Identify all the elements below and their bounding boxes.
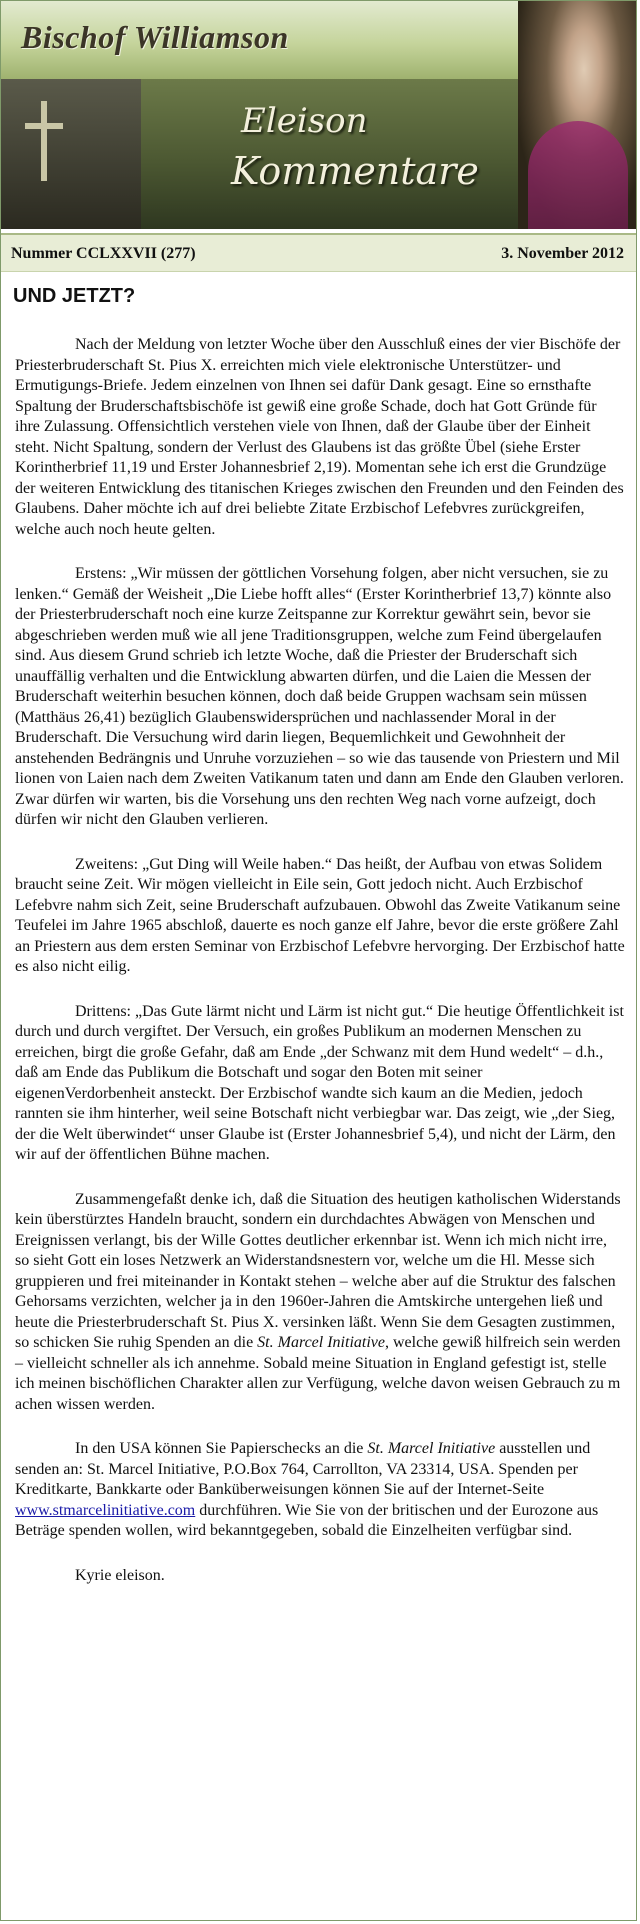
issue-date: 3. November 2012 [501, 245, 624, 262]
bishop-robe [528, 121, 628, 229]
paragraph-2: Erstens: „Wir müssen der göttlichen Vorsehung folgen, aber nicht versuchen, sie zu lenken.“ Gemäß der Weisheit „Die Liebe hofft alles“ (Erster Korintherbrief 13,7) könnte also der Priesterbruderschaft noch eine kurze Zeitspanne zur Korrektur gewährt sein, bevor sie abgeschrieben werden muß wie all jene Traditionsgruppen, welche zum Feind übergelaufen sind. Aus diesem Grund schrieb ich letzte Woche, daß die Priester der Bruderschaft sich unauffällig verhalten und die Entwicklung abwarten dürfen, und die Laien die Messen der Bruderschaft weiterhin besuchen können, doch daß beide Gruppen wachsam sein müssen (Matthäus 26,41) bezüglich Glaubenswidersprüchen und nachlassender Moral in der Bruderschaft. Die Versuchung wird darin liegen, Bequemlichkeit und Gewohnheit der anstehenden Bedrängnis und Unruhe vorzuziehen – so wie das tausende von Priestern und Mil lionen von Laien nach dem Zweiten Vatikanum taten und dann am Ende den Glauben verloren. Zwar dürfen wir warten, bis die Vorsehung uns den rechten Weg nach vorne aufzeigt, doch dürfen wir nicht den Glauben verlieren. [15, 565, 624, 828]
bishop-portrait-image [518, 1, 637, 229]
crucifix-icon [41, 101, 47, 181]
issue-number: Nummer CCLXXVII (277) [11, 245, 196, 262]
banner-title-line2: Kommentare [231, 149, 479, 193]
site-logo[interactable]: Bischof Williamson [21, 19, 289, 55]
article-heading: UND JETZT? [13, 285, 136, 307]
paragraph-5 [15, 1190, 625, 1416]
closing-line: Kyrie eleison. [75, 1566, 165, 1584]
crucifix-bar-icon [25, 123, 63, 129]
paragraph-6 [15, 1439, 625, 1542]
church-interior-image [1, 79, 141, 229]
paragraph-6-text-b: ausstellen und senden an: St. Marcel Initiative, P.O.Box 764, Carrollton, VA 23314, USA. Spenden per Kreditkarte, Bankkarte oder Banküberweisungen können Sie auf der Internet-Seite [15, 1440, 591, 1498]
paragraph-1: Nach der Meldung von letzter Woche über den Ausschluß eines der vier Bischöfe der Priesterbruderschaft St. Pius X. erreichten mich viele elektronische Unterstützer- und Ermutigungs-Briefe. Jedem einzelnen von Ihnen sei dafür Dank gesagt. Eine so ernsthafte Spaltung der Bruderschaftsbischöfe ist gewiß eine große Schade, doch hat Gott Gründe für ihre Zulassung. Offensichtlich verstehen viele von Ihnen, daß der Glaube über der Einheit steht. Nicht Spaltung, sondern der Verlust des Glaubens ist das größte Übel (siehe Erster Korintherbrief 11,19 und Erster Johannesbrief 2,19). Momentan sehe ich erst die Grundzüge der weiteren Entwicklung des titanischen Krieges zwischen den Freunden und den Feinden des Glaubens. Daher möchte ich auf drei beliebte Zitate Erzbischof Lefebvres zurückgreifen, welche auch noch heute gelten. [15, 336, 624, 538]
paragraph-4: Drittens: „Das Gute lärmt nicht und Lärm ist nicht gut.“ Die heutige Öffentlichkeit ist durch und durch vergiftet. Der Versuch, ein großes Publikum an modernen Menschen zu erreichen, birgt die große Gefahr, daß am Ende „der Schwanz mit dem Hund wedelt“ – d.h., daß am Ende das Publikum die Botschaft und sogar den Boten mit seiner eigenenVerdorbenheit ansteckt. Der Erzbischof wandte sich kaum an die Medien, jedoch rannten sie ihm hinterher, weil seine Botschaft nicht verbiegbar war. Das zeigt, wie „der Sieg, der die Welt überwindet“ unser Glaube ist (Erster Johannesbrief 5,4), und nicht der Lärm, den wir auf der öffentlichen Bühne machen. [15, 1002, 624, 1163]
banner-title-line1: Eleison [241, 101, 368, 141]
paragraph-5-text-b: , welche gewiß hilfreich sein werden – vielleicht schneller als ich annehme. Sobald meine Situation in England gefestigt ist, stelle ich meinen bischöflichen Charakter allen zur Verfügung, welche davon weisen Gebrauch zu m achen wissen werden. [15, 1334, 621, 1413]
paragraph-6-text-a: In den USA können Sie Papierschecks an die [75, 1440, 368, 1457]
issue-info-bar [1, 233, 637, 272]
paragraph-6-text-c: durchführen. Wie Sie von der britischen und der Eurozone aus Beträge spenden wollen, wird bekanntgegeben, sobald die Einzelheiten verfügbar sind. [15, 1501, 599, 1539]
paragraph-6-initiative: St. Marcel Initiative [367, 1440, 496, 1457]
paragraph-5-text-a: Zusammengefaßt denke ich, daß die Situation des heutigen katholischen Widerstands kein überstürztes Handeln braucht, sondern ein durchdachtes Abwägen von Menschen und Ereignissen verlangt, bis der Wille Gottes deutlicher erkennbar ist. Wenn ich mich nicht irre, so sieht Gott ein loses Netzwerk an Widerstandsnestern vor, welche um die Hl. Messe sich gruppieren und frei miteinander in Kontakt stehen – welche aber auf die Struktur des falschen Gehorsams verzichten, welcher ja in den 1960er-Jahren die Amtskirche untergehen ließ und heute die Priesterbruderschaft St. Pius X. versinken läßt. Wenn Sie dem Gesagten zustimmen, so schicken Sie ruhig Spenden an die [15, 1190, 621, 1351]
donation-website-link[interactable]: www.stmarcelinitiative.com [15, 1501, 196, 1519]
header-banner [1, 1, 637, 229]
article-body [15, 335, 625, 1610]
paragraph-5-initiative: St. Marcel Initiative [257, 1334, 385, 1351]
paragraph-3: Zweitens: „Gut Ding will Weile haben.“ Das heißt, der Aufbau von etwas Solidem braucht seine Zeit. Wir mögen vielleicht in Eile sein, Gott jedoch nicht. Auch Erzbischof Lefebvre nahm sich Zeit, seine Bruderschaft aufzubauen. Obwohl das Zweite Vatikanum seine Teufelei im Jahre 1965 abschloß, dauerte es noch ganze elf Jahre, bevor die erste größere Zahl an Priestern aus dem ersten Seminar von Erzbischof Lefebvre hervorging. Der Erzbischof hatte es also nicht eilig. [15, 855, 625, 975]
